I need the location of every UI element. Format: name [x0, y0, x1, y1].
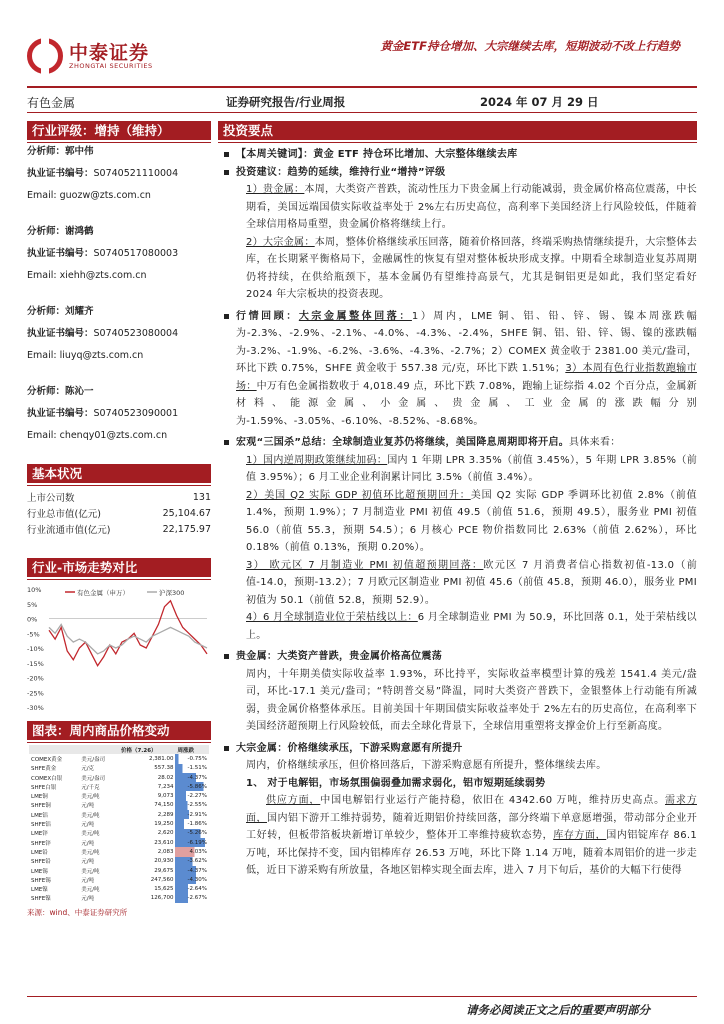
analyst-name: 分析师：陈沁一: [27, 386, 94, 397]
y-tick-label: -10%: [27, 645, 44, 653]
price-cell: 247,560: [150, 876, 174, 883]
key-points-body: [218, 146, 697, 880]
price-cell: 美元/吨: [81, 794, 100, 801]
analyst-cert: 执业证书编号：S0740517080003: [27, 248, 179, 259]
price-cell: SHFE锡: [31, 877, 51, 884]
price-cell: -6.19%: [175, 838, 209, 847]
price-cell: 元/吨: [81, 859, 95, 866]
y-tick-label: 5%: [27, 600, 38, 609]
price-cell: 23,610: [154, 839, 174, 846]
price-cell: 元/克: [81, 766, 95, 773]
analyst-cert: 执业证书编号：S0740523080004: [27, 328, 179, 339]
price-cell: 美元/吨: [81, 868, 100, 875]
price-cell: LME铝: [31, 812, 48, 819]
precious-body: 周内，十年期美债实际收益率 1.93%，环比持平，实际收益率模型计算的残差 1541.4 美元/盎司，环比-17.1 美元/盎司；“特朗普交易”降温，同时大类资产普跌下，金银整体上行动能有所减弱，贵金属价格整体承压。目前美国十年期国债实际收益率处于 2%左右的历史高位，在高利率下美国经济超预期上行风险较低，而去全球化背景下，全球信用重塑将支撑金价上行至新高度。: [246, 668, 697, 732]
top-divider: [27, 112, 697, 113]
price-cell: 126,700: [150, 895, 174, 902]
price-cell: -5.86%: [175, 782, 209, 791]
price-row: [29, 754, 209, 763]
price-cell: 2,083: [157, 848, 174, 855]
y-tick-label: -30%: [27, 704, 44, 712]
logo-mark-icon: [27, 38, 63, 74]
price-cell: -2.55%: [175, 801, 209, 810]
price-table-header: 周涨跌: [177, 747, 194, 754]
price-cell: 29,675: [154, 867, 174, 874]
basic-title: 基本状况: [27, 464, 211, 483]
price-cell: SHFE白银: [31, 784, 57, 791]
price-cell: LME镍: [31, 887, 48, 894]
y-tick-label: 10%: [27, 586, 42, 594]
macro-china: 1）国内逆周期政策继续加码：国内 1 年期 LPR 3.35%（前值 3.45%），5 年期 LPR 3.85%（前值 3.95%）；6 月工业企业利润累计同比 3.5%（前值 3.4%）。: [246, 454, 697, 483]
price-cell: 2,381.00: [148, 755, 174, 762]
advice-precious: 1）贵金属：本周，大类资产普跌，流动性压力下贵金属上行动能减弱，贵金属价格高位震荡，中长期看，美国远端国债实际收益率处于 2%左右历史高位，高利率下美国经济上行风险较低，伴随着全球信用格局重塑，贵金属价格将继续上行。: [246, 184, 697, 230]
aluminum-title: 1、 对于电解铝，市场氛围偏弱叠加需求弱化，铝市短期延续弱势: [246, 777, 546, 789]
base-body: 周内，价格继续承压，但价格回落后，下游采购意愿有所提升，整体继续去库。: [246, 760, 607, 771]
footer-notice: 请务必阅读正文之后的重要声明部分: [466, 1003, 650, 1017]
analyst-email[interactable]: Email: chenqy01@zts.com.cn: [27, 430, 168, 441]
analyst-email[interactable]: Email: xiehh@zts.com.cn: [27, 270, 147, 281]
price-cell: 9,073: [157, 793, 174, 800]
price-cell: 2,620: [157, 830, 174, 837]
report-type: 证券研究报告/行业周报: [226, 95, 346, 109]
price-cell: LME锌: [31, 831, 48, 838]
bullet-icon: [224, 314, 229, 319]
price-row: [29, 791, 209, 800]
price-cell: SHFE镍: [31, 896, 51, 903]
bullet-icon: [224, 170, 229, 175]
price-cell: COMEX白银: [31, 775, 63, 782]
price-table-header: [79, 745, 119, 754]
macro-title: 宏观“三国杀”总结：全球制造业复苏仍将继续，美国降息周期即将开启。具体来看：: [236, 434, 697, 452]
price-cell: SHFE铝: [31, 822, 51, 829]
logo-text: 中泰证券: [69, 42, 150, 64]
price-cell: 美元/盎司: [81, 775, 106, 782]
price-cell: -2.64%: [175, 884, 209, 893]
price-cell: 74,150: [154, 802, 174, 809]
bullet-icon: [224, 440, 229, 445]
price-cell: 美元/吨: [81, 812, 100, 819]
company-logo: [27, 38, 167, 78]
price-cell: 15,625: [154, 886, 174, 893]
price-cell: -0.75%: [175, 754, 209, 763]
price-cell: -2.91%: [175, 810, 209, 819]
price-cell: SHFE铜: [31, 803, 51, 810]
left-column: [27, 121, 211, 918]
analyst-cert: 执业证书编号：S0740521110004: [27, 168, 179, 179]
base-title: 大宗金属：价格继续承压，下游采购意愿有所提升: [236, 740, 697, 758]
analyst-block: [27, 146, 211, 202]
basic-row: 行业总市值(亿元) 25,104.67: [27, 507, 211, 520]
footer-divider: [27, 996, 697, 997]
price-cell: 元/千克: [81, 784, 100, 791]
analyst-list: [27, 146, 211, 442]
price-cell: -1.86%: [175, 819, 209, 828]
price-cell: SHFE黄金: [31, 766, 57, 773]
price-cell: -2.27%: [175, 791, 209, 800]
advice-base: 2）大宗金属：本周，整体价格继续承压回落，随着价格回落，终端采购热情继续提升，大宗整体去库，在长期紧平衡格局下，金融属性的恢复有望对整体板块形成支撑。中期看全球制造业复苏周期仍将持续，在供给瓶颈下，基本金属仍有望维持高景气，尤其是铜铝更是如此，我们坚定看好 2024 年大宗板块的投资表现。: [246, 236, 697, 300]
analyst-email[interactable]: Email: liuyq@zts.com.cn: [27, 350, 144, 361]
price-cell: 元/吨: [81, 822, 95, 829]
legend-label: 有色金属（申万）: [77, 589, 129, 597]
analyst-block: [27, 386, 211, 442]
trend-chart-svg: [27, 583, 211, 713]
key-points-title: 投资要点: [218, 121, 697, 140]
report-title: 黄金ETF持仓增加、大宗继续去库，短期波动不改上行趋势: [380, 39, 680, 53]
price-cell: 7,234: [157, 783, 174, 790]
analyst-name: 分析师：刘耀齐: [27, 306, 94, 317]
bullet-icon: [224, 746, 229, 751]
price-cell: 美元/盎司: [81, 756, 106, 763]
analyst-block: [27, 226, 211, 282]
price-cell: LME铅: [31, 849, 48, 856]
price-cell: 28.02: [157, 774, 174, 781]
price-cell: LME锡: [31, 868, 48, 875]
logo-subtext: ZHONGTAI SECURITIES: [69, 62, 153, 70]
price-cell: 557.38: [154, 765, 174, 772]
price-cell: LME铜: [31, 794, 48, 801]
macro-eu: 3） 欧元区 7 月制造业 PMI 初值超预期回落：欧元区 7 月消费者信心指数初值-13.0（前值-14.0，预期-13.2）；7 月欧元区制造业 PMI 初值 45.6（前值 45.8，预期 46.0），服务业 PMI 初值为 50.1（前值 52.8，预期 52.9）。: [246, 559, 697, 606]
macro-global: 4）6 月全球制造业位于荣枯线以上：6 月全球制造业 PMI 为 50.9，环比回落 0.1，处于荣枯线以上。: [246, 612, 697, 641]
analyst-block: [27, 306, 211, 362]
bullet-icon: [224, 152, 229, 157]
price-row: [29, 801, 209, 810]
legend-label: 沪深300: [159, 589, 185, 597]
price-cell: 19,250: [154, 821, 174, 828]
price-row: [29, 894, 209, 903]
price-cell: SHFE锌: [31, 840, 51, 847]
price-cell: COMEX黄金: [31, 756, 63, 763]
price-row: [29, 764, 209, 773]
market-review: 行情回顾：大宗金属整体回落：1）周内，LME 铜、铝、铅、锌、锡、镍本周涨跌幅为-2.3%、-2.9%、-2.1%、-4.0%、-4.3%、-2.4%，SHFE 铜、铝、铅、锌、锡、镍的涨跌幅为-3.2%、-1.9%、-6.2%、-3.6%、-4.3%、-2.7%；2）COMEX 黄金收于 2381.00 美元/盎司，环比下跌 0.75%，SHFE 黄金收于 557.38 元/克，环比下跌 1.51%；3）本周有色行业指数跑输市场：中万有色金属指数收于 4,018.49 点，环比下跌 7.08%，跑输上证综指 4.02 个百分点，金属新材料、能源金属、小金属、贵金属、工业金属的涨跌幅分别为-1.59%、-3.05%、-6.10%、-8.52%、-8.68%。: [236, 308, 697, 431]
price-row: [29, 838, 209, 847]
trend-title: 行业-市场走势对比: [27, 558, 211, 577]
price-cell: 4.03%: [175, 847, 209, 856]
price-cell: 20,930: [154, 858, 174, 865]
trend-chart: [27, 583, 211, 713]
price-row: [29, 875, 209, 884]
basic-table: [27, 489, 211, 537]
keyword-para: 【本周关键词】：黄金 ETF 持仓环比增加、大宗整体继续去库: [236, 146, 697, 164]
price-row: [29, 866, 209, 875]
price-cell: -1.51%: [175, 764, 209, 773]
price-table-header: 价格（7.26）: [120, 747, 157, 754]
sector-name: 有色金属: [27, 96, 76, 110]
price-cell: 美元/吨: [81, 849, 100, 856]
price-table-header: [29, 745, 79, 754]
price-row: [29, 819, 209, 828]
price-cell: -5.26%: [175, 829, 209, 838]
y-tick-label: -25%: [27, 689, 44, 698]
bullet-icon: [224, 654, 229, 659]
price-row: [29, 773, 209, 782]
price-cell: -2.67%: [175, 894, 209, 903]
y-tick-label: -15%: [27, 659, 44, 668]
report-date: 2024 年 07 月 29 日: [480, 95, 599, 109]
price-cell: 2,289: [157, 811, 174, 818]
price-cell: -4.37%: [175, 773, 209, 782]
price-cell: 元/吨: [81, 896, 95, 903]
rating-bar: 行业评级：增持（维持）: [27, 121, 211, 140]
price-row: [29, 782, 209, 791]
analyst-email[interactable]: Email: guozw@zts.com.cn: [27, 190, 151, 201]
analyst-cert: 执业证书编号：S0740523090001: [27, 408, 179, 419]
price-cell: 元/吨: [81, 803, 95, 810]
price-cell: SHFE铅: [31, 859, 51, 866]
basic-row: 行业流通市值(亿元) 22,175.97: [27, 523, 211, 536]
y-tick-label: -20%: [27, 674, 44, 683]
price-row: [29, 884, 209, 893]
analyst-name: 分析师：郭中伟: [27, 146, 94, 157]
price-cell: 美元/吨: [81, 887, 100, 894]
price-cell: 元/吨: [81, 840, 95, 847]
advice-title: 投资建议：趋势的延续，维持行业“增持”评级: [236, 164, 697, 182]
right-column: [218, 121, 697, 880]
analyst-name: 分析师：谢鸿鹤: [27, 226, 94, 237]
basic-row: 上市公司数 131: [27, 491, 211, 504]
price-row: [29, 857, 209, 866]
price-cell: 美元/吨: [81, 831, 100, 838]
y-tick-label: 0%: [27, 615, 38, 624]
macro-us: 2）美国 Q2 实际 GDP 初值环比超预期回升：美国 Q2 实际 GDP 季调环比初值 2.8%（前值 1.4%，预期 1.9%）；7 月制造业 PMI 初值 49.5（前值 51.6，预期 49.5），服务业 PMI 初值 56.0（前值 55.3，预期 54.5）；6 月核心 PCE 物价指数同比 2.63%（前值 2.62%），环比 0.18%（前值 0.13%，预期 0.20%）。: [246, 489, 697, 553]
aluminum-body: 供应方面，中国电解铝行业运行产能持稳，依旧在 4342.60 万吨，维持历史高点。需求方面，国内铝下游开工维持弱势，随着近期铝价持续回落，部分终端下单意愿增强，带动部分企业开工好转，但板带箔板块新增订单较少，整体开工率维持疲软态势，库存方面，国内铝锭库存 86.1 万吨，环比保持不变，国内铝棒库存 26.53 万吨，环比下降 1.14 万吨，随着本周铝价的进一步走低，近日下游采购有所放量，各地区铝棒实现全面去库，进入 7 月下旬后，基价的大幅下行使得: [246, 795, 698, 876]
price-row: [29, 829, 209, 838]
price-table-source: 来源：wind、中泰证券研究所: [27, 908, 128, 918]
price-cell: -3.62%: [175, 857, 209, 866]
price-table-title: 图表：周内商品价格变动: [27, 721, 211, 740]
price-cell: -4.37%: [175, 866, 209, 875]
y-tick-label: -5%: [27, 630, 40, 639]
price-row: [29, 847, 209, 856]
precious-title: 贵金属：大类资产普跌，贵金属价格高位震荡: [236, 648, 697, 666]
price-cell: -4.30%: [175, 875, 209, 884]
price-cell: 元/吨: [81, 877, 95, 884]
header-divider: [27, 86, 697, 88]
price-row: [29, 810, 209, 819]
price-table: [29, 745, 209, 903]
